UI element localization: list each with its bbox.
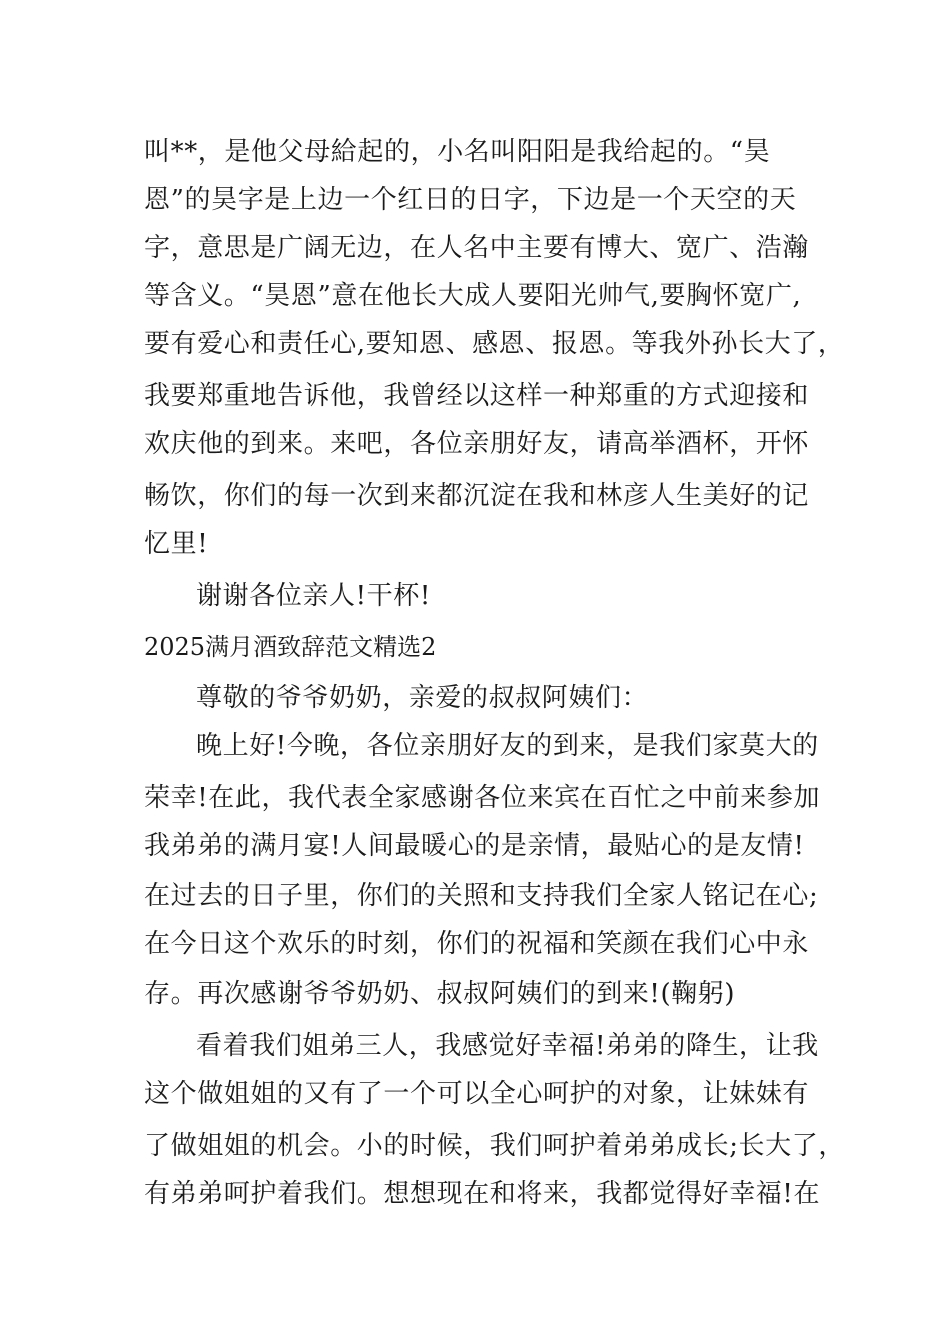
paragraph-line: 有弟弟呵护着我们。想想现在和将来，我都觉得好幸福!在	[144, 1179, 821, 1209]
paragraph-line: 存。再次感谢爷爷奶奶、叔叔阿姨们的到来!(鞠躬)	[144, 979, 736, 1009]
paragraph-line: 欢庆他的到来。来吧，各位亲朋好友，请高举酒杯，开怀	[144, 429, 810, 459]
paragraph-line: 我要郑重地告诉他，我曾经以这样一种郑重的方式迎接和	[144, 381, 810, 411]
paragraph-line: 我弟弟的满月宴!人间最暖心的是亲情，最贴心的是友情!	[144, 831, 805, 861]
section-title: 2025满月酒致辞范文精选2	[144, 633, 437, 661]
closing-line: 谢谢各位亲人!干杯!	[196, 581, 431, 611]
paragraph-line: 了做姐姐的机会。小的时候，我们呵护着弟弟成长;长大了，	[144, 1131, 845, 1161]
paragraph-line: 这个做姐姐的又有了一个可以全心呵护的对象，让妹妹有	[144, 1079, 810, 1109]
paragraph-line: 要有爱心和责任心,要知恩、感恩、报恩。等我外孙长大了，	[144, 329, 845, 359]
paragraph-line: 看着我们姐弟三人，我感觉好幸福!弟弟的降生，让我	[196, 1031, 819, 1061]
paragraph-line: 叫**，是他父母給起的，小名叫阳阳是我给起的。“昊	[144, 137, 771, 167]
paragraph-line: 在今日这个欢乐的时刻，你们的祝福和笑颜在我们心中永	[144, 929, 810, 959]
paragraph-line: 字，意思是广阔无边，在人名中主要有博大、宽广、浩瀚	[144, 233, 810, 263]
paragraph-line: 忆里!	[144, 529, 209, 559]
paragraph-line: 荣幸!在此，我代表全家感谢各位来宾在百忙之中前来参加	[144, 783, 821, 813]
paragraph-line: 在过去的日子里，你们的关照和支持我们全家人铭记在心;	[144, 881, 819, 911]
greeting-line: 尊敬的爷爷奶奶，亲爱的叔叔阿姨们：	[196, 683, 649, 713]
paragraph-line: 恩”的昊字是上边一个红日的日字，下边是一个天空的天	[144, 185, 797, 215]
paragraph-line: 等含义。“昊恩”意在他长大成人要阳光帅气,要胸怀宽广,	[144, 281, 802, 311]
paragraph-line: 畅饮，你们的每一次到来都沉淀在我和林彦人生美好的记	[144, 481, 810, 511]
paragraph-line: 晚上好!今晚，各位亲朋好友的到来，是我们家莫大的	[196, 731, 819, 761]
